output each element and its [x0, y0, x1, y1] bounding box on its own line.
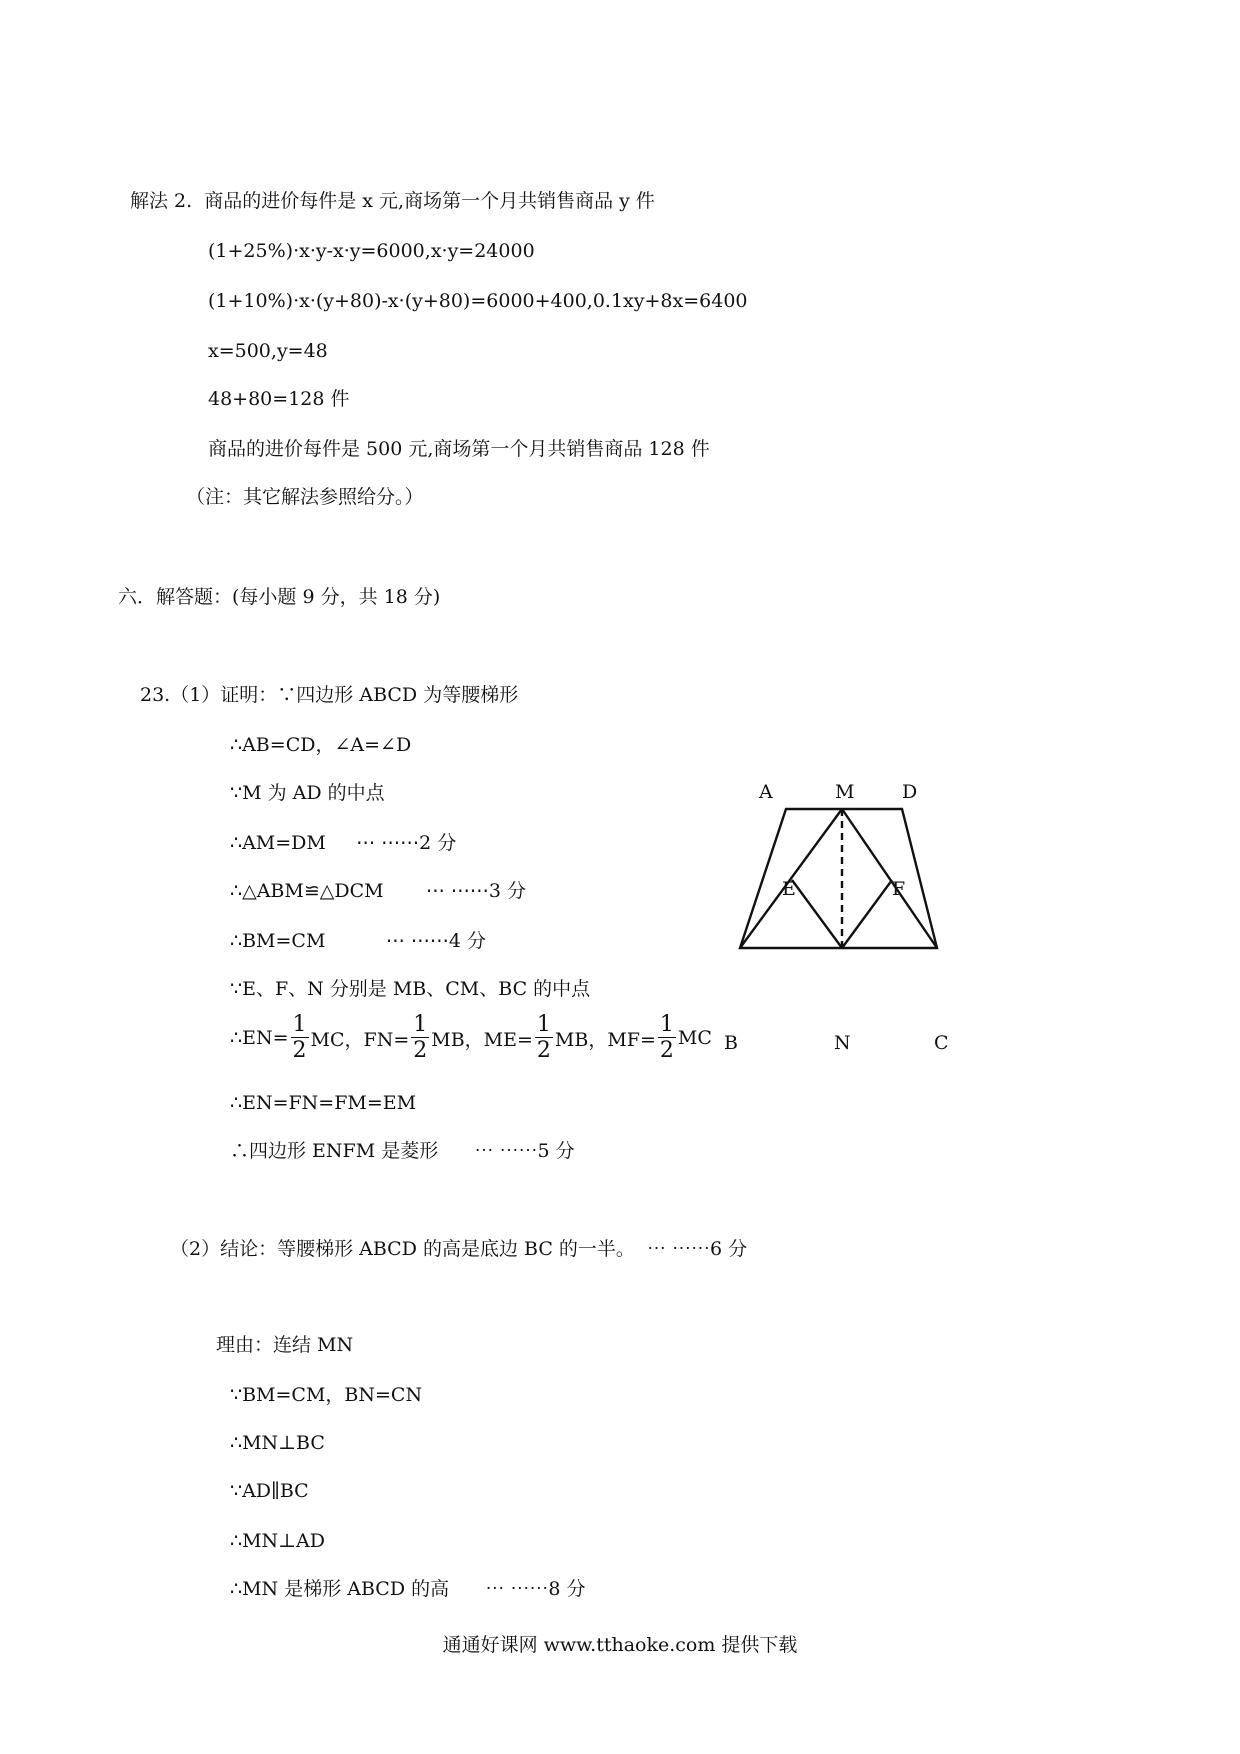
q23-part2-title: （2）结论：等腰梯形 ABCD 的高是底边 BC 的一半。 ⋯ ⋯⋯6 分 [170, 1238, 748, 1260]
figure-label-n: N [834, 1032, 851, 1054]
q23-part1-title: 23.（1）证明：∵四边形 ABCD 为等腰梯形 [140, 684, 519, 706]
figure-label-a: A [759, 781, 773, 803]
q23-step: ∴四边形 ENFM 是菱形 ⋯ ⋯⋯5 分 [230, 1140, 575, 1162]
section6-heading: 六．解答题：(每小题 9 分，共 18 分) [118, 586, 441, 608]
frac-text: MB，MF= [554, 1028, 656, 1051]
figure-label-e: E [782, 878, 796, 900]
figure-label-f: F [892, 878, 906, 900]
fraction-half: $\frac{1}{2}$ [659, 1011, 674, 1063]
figure-label-c: C [934, 1032, 949, 1054]
method2-eq2: (1+10%)·x·(y+80)-x·(y+80)=6000+400,0.1xy+8x=6400 [208, 290, 748, 312]
fraction-half: $\frac{1}{2}$ [413, 1011, 428, 1063]
fraction-half: $\frac{1}{2}$ [536, 1011, 551, 1063]
frac-text: MC，FN= [310, 1028, 410, 1051]
q23-step: ∴BM=CM ⋯ ⋯⋯4 分 [230, 930, 486, 952]
page-footer: 通通好课网 www.tthaoke.com 提供下载 [442, 1634, 798, 1656]
q23-step: ∴EN=FN=FM=EM [230, 1092, 417, 1114]
method2-solution: x=500,y=48 [208, 340, 328, 362]
q23-reason: ∴MN 是梯形 ABCD 的高 ⋯ ⋯⋯8 分 [230, 1578, 586, 1600]
q23-step: ∴△ABM≌△DCM ⋯ ⋯⋯3 分 [230, 880, 527, 902]
segment-en [792, 880, 842, 948]
method2-note: （注：其它解法参照给分。） [186, 486, 424, 508]
fraction-half: $\frac{1}{2}$ [292, 1011, 307, 1063]
q23-step: ∵M 为 AD 的中点 [230, 782, 385, 804]
q23-reason: ∴MN⊥BC [230, 1432, 325, 1454]
frac-text: ∴EN= [230, 1027, 289, 1049]
method2-total: 48+80=128 件 [208, 388, 350, 410]
q23-step: ∵E、F、N 分别是 MB、CM、BC 的中点 [230, 978, 591, 1000]
method2-eq1: (1+25%)·x·y-x·y=6000,x·y=24000 [208, 240, 535, 262]
frac-text: MC [677, 1027, 712, 1049]
q23-reason: ∵AD∥BC [230, 1480, 309, 1502]
q23-step: ∴AB=CD，∠A=∠D [230, 734, 412, 756]
figure-label-d: D [902, 781, 918, 803]
q23-step: ∴AM=DM ⋯ ⋯⋯2 分 [230, 832, 457, 854]
q23-reason: ∴MN⊥AD [230, 1530, 325, 1552]
q23-reason: ∵BM=CM，BN=CN [230, 1384, 423, 1406]
trapezoid-abcd [740, 809, 937, 948]
figure-label-b: B [724, 1032, 738, 1054]
figure-label-m: M [835, 781, 855, 803]
q23-reason: 理由：连结 MN [216, 1334, 354, 1356]
frac-text: MB，ME= [431, 1028, 533, 1051]
method2-answer: 商品的进价每件是 500 元,商场第一个月共销售商品 128 件 [208, 438, 710, 460]
method2-heading: 解法 2. 商品的进价每件是 x 元,商场第一个月共销售商品 y 件 [130, 190, 655, 212]
segment-fn [842, 880, 892, 948]
